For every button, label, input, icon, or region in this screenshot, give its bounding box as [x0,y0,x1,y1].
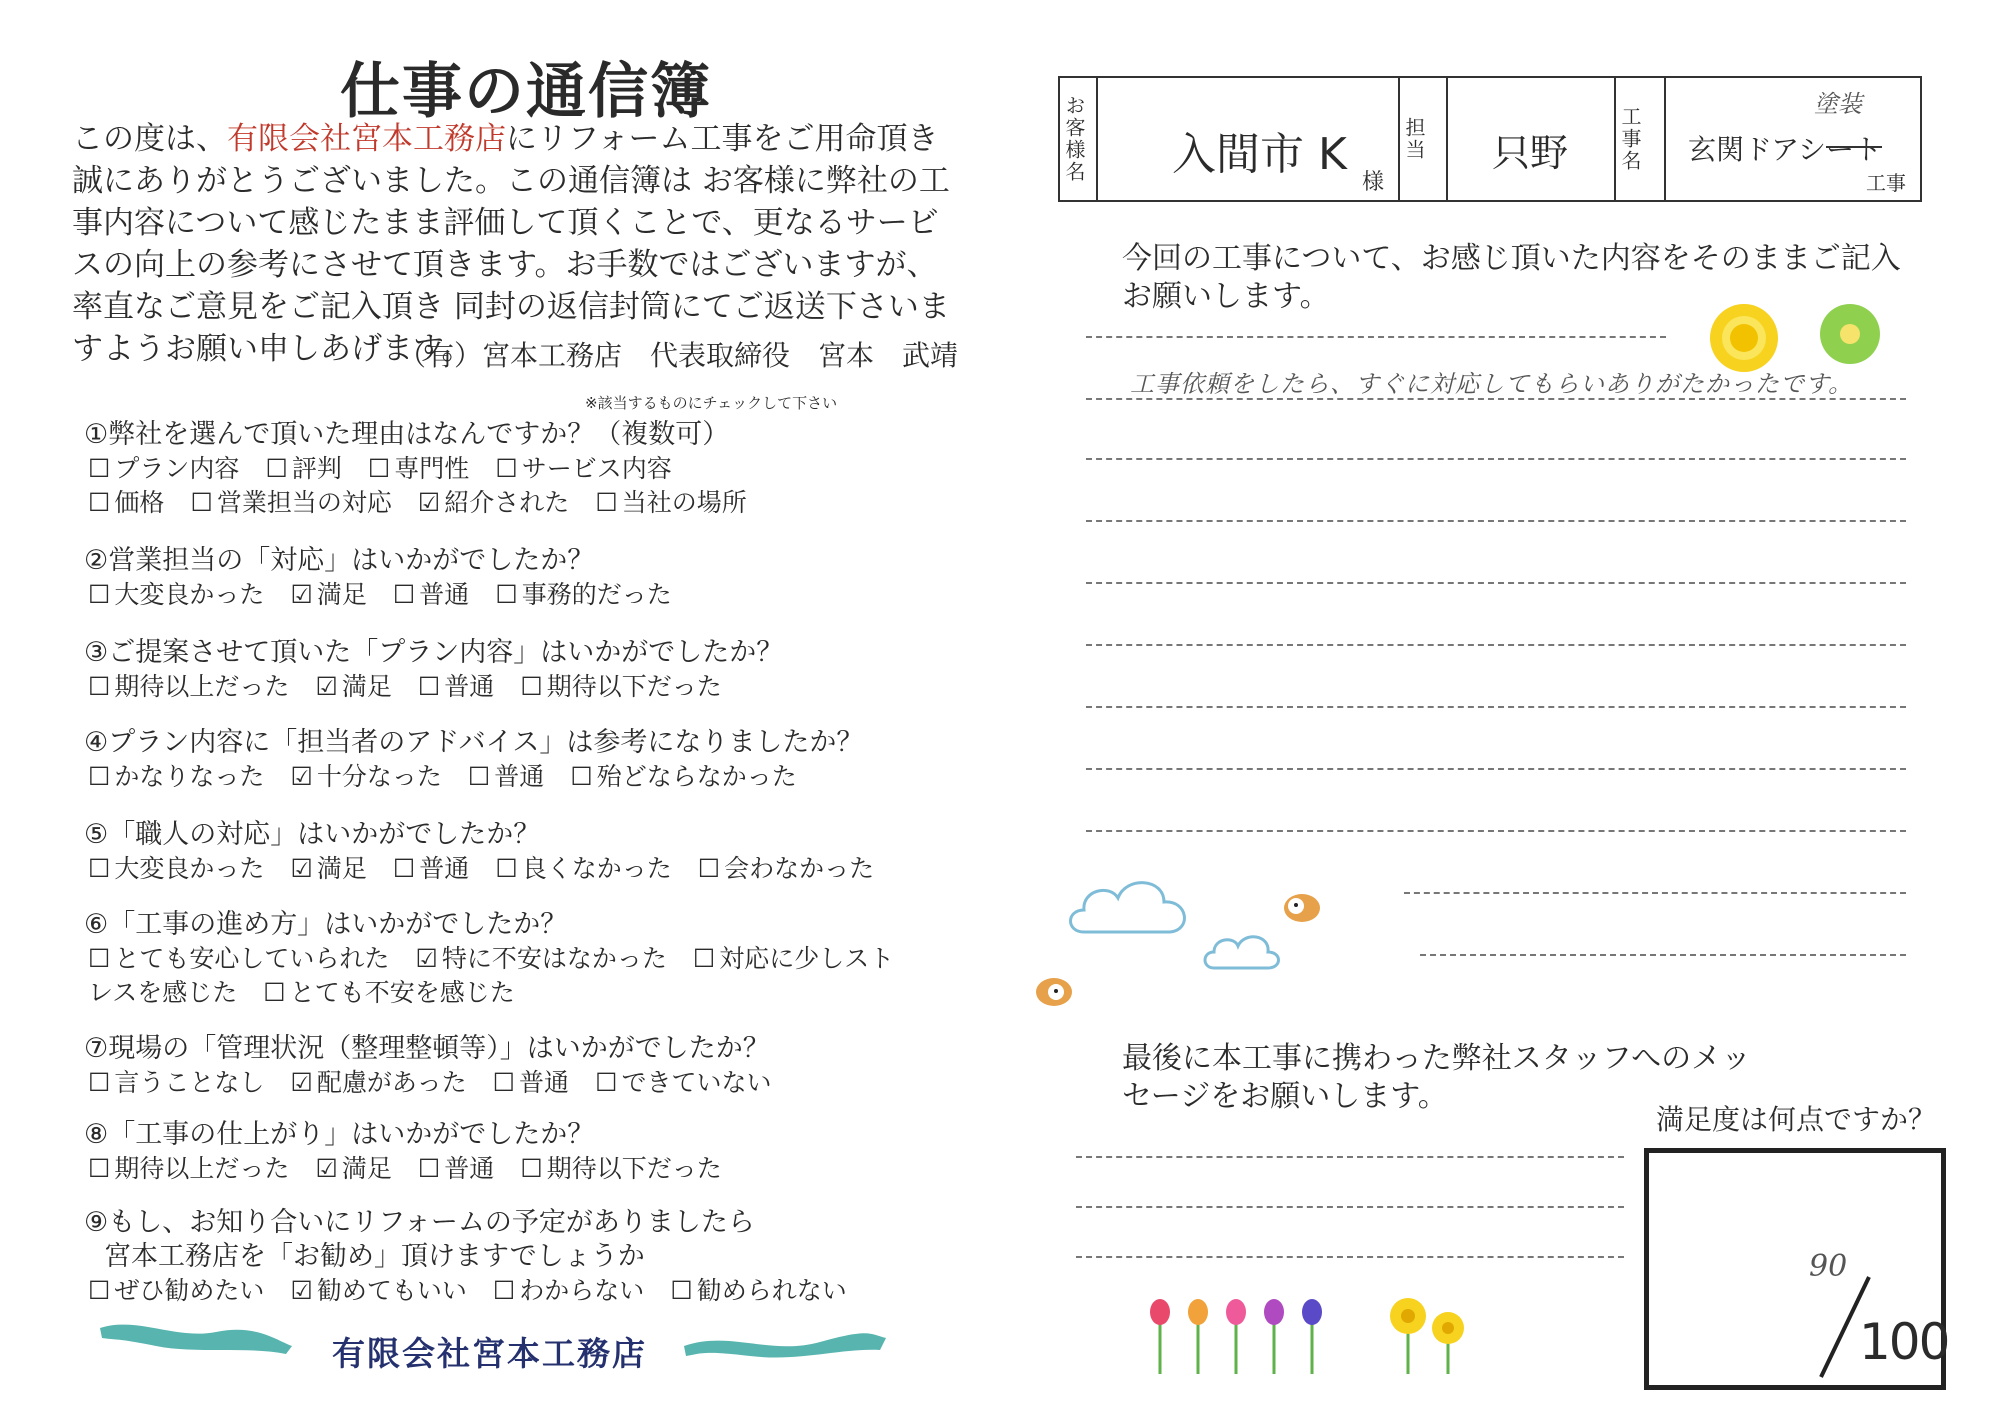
option-label: 勧められない [696,1276,847,1305]
comment-line [1420,954,1906,956]
question-1 [84,418,773,520]
checked-box-icon[interactable]: ☑ [415,944,438,973]
signature: （有）宮本工務店 代表取締役 宮本 武靖 [398,339,959,372]
option[interactable] [520,1154,721,1183]
header-table [1058,76,1922,202]
option[interactable] [88,1154,289,1183]
customer-label-cell [1060,78,1098,200]
checkbox-icon[interactable]: ☐ [88,944,111,973]
company-name: 有限会社宮本工務店 [227,121,506,157]
option[interactable] [88,488,164,517]
work-label-cell [1616,78,1666,200]
option-label: 対応に少しスト [719,944,895,973]
option[interactable] [418,672,494,701]
question-5 [84,818,900,886]
checkbox-icon[interactable]: ☐ [88,580,111,609]
checkbox-icon[interactable]: ☐ [88,1154,111,1183]
option-label: サービス内容 [521,454,672,483]
checkbox-icon[interactable]: ☐ [190,488,213,517]
option[interactable] [698,854,874,883]
work-correction: 塗装 [1814,90,1862,118]
intro-after: にリフォーム工事をご用命頂き誠にありがとうございました。この通信簿は お客様に弊社の工事内容について感じたまま評価して頂くことで、更なるサービスの向上の参考にさせて頂きます。お手数ではございますが、率直なご意見をご記入頂き 同封の返信封筒にてご返送下さいますようお願い申しあげます。 [72,121,950,367]
option[interactable] [315,672,391,701]
option-label: 十分なった [316,762,442,791]
staff-label-cell [1400,78,1448,200]
option-label: 専門性 [394,454,470,483]
option[interactable] [88,454,239,483]
question-6 [84,908,920,1010]
checkbox-icon[interactable]: ☐ [417,672,441,701]
option[interactable] [263,978,514,1007]
option-label: わからない [519,1276,645,1305]
option-label: 事務的だった [521,580,672,609]
checkbox-icon[interactable]: ☐ [88,854,111,883]
question-text: ⑦現場の「管理状況（整理整頓等）」はいかがでしたか？ [84,1033,770,1064]
option-label: 普通 [444,672,495,701]
small-cloud-icon [1202,926,1282,976]
checkbox-icon[interactable]: ☐ [467,762,491,791]
option[interactable] [290,1068,466,1097]
checked-box-icon[interactable]: ☑ [290,1068,313,1097]
option[interactable] [418,488,569,517]
option[interactable] [670,1276,846,1305]
checkbox-icon[interactable]: ☐ [392,854,416,883]
option-label: 期待以上だった [114,1154,290,1183]
option-label: 普通 [444,1154,495,1183]
option[interactable] [88,944,389,973]
option-label: 当社の場所 [621,488,747,517]
question-text: ①弊社を選んで頂いた理由はなんですか？（複数可） [84,419,730,450]
option[interactable] [495,454,671,483]
option[interactable] [595,488,746,517]
option-label: とても不安を感じた [289,978,515,1007]
staff-name-cell [1448,78,1616,200]
checked-box-icon[interactable]: ☑ [290,854,313,883]
checkbox-icon[interactable]: ☐ [692,944,716,973]
question-text: ④プラン内容に「担当者のアドバイス」は参考になりましたか？ [84,727,864,758]
option-label: 普通 [519,1068,570,1097]
option[interactable] [418,1154,494,1183]
question-text: ⑥「工事の進め方」はいかがでしたか？ [84,909,568,940]
tulips-icon [1140,1296,1340,1376]
check-note: ※該当するものにチェックして下さい [585,394,838,412]
score-box [1644,1148,1949,1390]
checked-box-icon[interactable]: ☑ [315,1154,338,1183]
option[interactable] [520,672,721,701]
option[interactable] [415,944,666,973]
option-label: 言うことなし [114,1068,265,1097]
option-label: 良くなかった [521,854,672,883]
question-text: ③ご提案させて頂いた「プラン内容」はいかがでしたか？ [84,637,784,668]
option[interactable] [495,854,671,883]
message-line [1076,1256,1624,1258]
customer-name-cell [1098,78,1400,200]
option[interactable] [88,978,237,1007]
option[interactable] [88,762,264,791]
question-3 [84,636,783,704]
option[interactable] [290,580,366,609]
work-name-cell [1666,78,1920,200]
question-text: ⑤「職人の対応」はいかがでしたか？ [84,819,541,850]
checked-box-icon[interactable]: ☑ [290,580,313,609]
sparrow-icon [1026,968,1082,1012]
option-label: レスを感じた [88,978,238,1007]
option-row [84,486,773,520]
comment-line [1086,830,1906,832]
option-row [84,1066,798,1100]
option-label: 会わなかった [724,854,875,883]
left-brush-stroke [96,1310,296,1360]
option[interactable] [290,854,366,883]
option[interactable] [368,454,469,483]
option-row [84,578,698,612]
checkbox-icon[interactable]: ☐ [265,454,288,483]
option[interactable] [88,580,264,609]
option-label: 評判 [291,454,342,483]
checkbox-icon[interactable]: ☐ [495,854,518,883]
question-4 [84,726,863,794]
checkbox-icon[interactable]: ☐ [520,1154,543,1183]
question-text: ②営業担当の「対応」はいかがでしたか？ [84,545,595,576]
customer-name: 入間市 K [1172,129,1347,180]
option[interactable] [290,762,441,791]
option[interactable] [393,854,469,883]
checkbox-icon[interactable]: ☐ [88,672,111,701]
comment-line [1086,582,1906,584]
comment-line [1086,336,1666,338]
option-label: 期待以下だった [546,672,722,701]
strikethrough-line [1826,146,1882,148]
option-label: 普通 [494,762,545,791]
checkbox-icon[interactable]: ☐ [263,978,286,1007]
work-suffix: 工事 [1866,171,1906,195]
checkbox-icon[interactable]: ☐ [595,488,618,517]
option-row [84,852,900,886]
option-row [84,670,783,704]
option[interactable] [493,1068,569,1097]
checkbox-icon[interactable]: ☐ [520,672,543,701]
option-label: 満足 [341,672,392,701]
option-row [84,1274,873,1308]
checkbox-icon[interactable]: ☐ [570,762,593,791]
option[interactable] [290,1276,466,1305]
comment-line [1086,458,1906,460]
customer-label: お客様名 [1062,95,1086,183]
score-label: 満足度は何点ですか？ [1656,1103,1937,1136]
comment-line [1086,768,1906,770]
comment-prompt: 今回の工事について、お感じ頂いた内容をそのままご記入お願いします。 [1122,241,1901,314]
checkbox-icon[interactable]: ☐ [495,454,518,483]
option[interactable] [570,762,796,791]
checked-box-icon[interactable]: ☑ [417,488,441,517]
option[interactable] [468,762,544,791]
score-value: 90 [1809,1249,1848,1284]
option-row [84,1152,748,1186]
message-prompt: 最後に本工事に携わった弊社スタッフへのメッセージをお願いします。 [1122,1041,1752,1114]
work-name: 玄関ドアシート [1688,133,1883,166]
option[interactable] [88,854,264,883]
question-2 [84,544,698,612]
comment-line [1404,892,1906,894]
option-label: 満足 [316,580,367,609]
checked-box-icon[interactable]: ☑ [315,672,338,701]
option-label: 期待以上だった [114,672,290,701]
question-8 [84,1118,748,1186]
option-label: 大変良かった [114,580,265,609]
option-label: 期待以下だった [546,1154,722,1183]
comment-line [1086,706,1906,708]
option-label: 満足 [316,854,367,883]
green-flower-icon [1816,300,1884,368]
checkbox-icon[interactable]: ☐ [367,454,391,483]
option-label: できていない [621,1068,772,1097]
checkbox-icon[interactable]: ☐ [495,580,518,609]
comment-line [1086,520,1906,522]
checked-box-icon[interactable]: ☑ [290,762,313,791]
message-line [1076,1206,1624,1208]
intro-text [72,118,952,370]
option-label: 大変良かった [114,854,265,883]
checkbox-icon[interactable]: ☐ [595,1068,618,1097]
checkbox-icon[interactable]: ☐ [492,1276,516,1305]
staff-label: 担当 [1402,117,1426,161]
option-label: 普通 [419,580,470,609]
checkbox-icon[interactable]: ☐ [88,454,111,483]
option-label: 普通 [419,854,470,883]
question-text-line2: 宮本工務店を「お勧め」頂けますでしょうか [104,1241,645,1272]
checkbox-icon[interactable]: ☐ [88,488,111,517]
option[interactable] [393,580,469,609]
option-label: とても安心していられた [114,944,390,973]
option-label: 営業担当の対応 [216,488,392,517]
option-label: 勧めてもいい [316,1276,467,1305]
question-9 [84,1206,873,1308]
intro-before: この度は、 [72,121,227,157]
checkbox-icon[interactable]: ☐ [88,1068,111,1097]
comment-text: 工事依頼をしたら、すぐに対応してもらいありがたかったです。 [1130,370,1854,398]
sparrow-icon [1276,884,1332,928]
option[interactable] [88,1068,264,1097]
option[interactable] [693,944,894,973]
work-label: 工事名 [1618,106,1642,172]
option[interactable] [88,672,289,701]
option-row [84,452,773,486]
score-max: 100 [1859,1313,1949,1371]
option-label: 殆どならなかった [596,762,797,791]
footer-company: 有限会社宮本工務店 [332,1334,647,1373]
option[interactable] [88,1276,264,1305]
option-label: 価格 [114,488,165,517]
option[interactable] [493,1276,644,1305]
checkbox-icon[interactable]: ☐ [697,854,721,883]
option[interactable] [265,454,341,483]
option-row [84,976,920,1010]
staff-name: 只野 [1492,131,1569,175]
cloud-icon [1064,870,1194,942]
checkbox-icon[interactable]: ☐ [492,1068,516,1097]
option-label: 満足 [341,1154,392,1183]
sunflowers-icon [1386,1290,1472,1376]
option-label: 配慮があった [316,1068,467,1097]
checked-box-icon[interactable]: ☑ [290,1276,313,1305]
option-label: ぜひ勧めたい [114,1276,265,1305]
comment-line [1086,398,1906,400]
option-label: プラン内容 [114,454,240,483]
question-7 [84,1032,798,1100]
option-label: かなりなった [114,762,265,791]
checkbox-icon[interactable]: ☐ [88,1276,111,1305]
checkbox-icon[interactable]: ☐ [417,1154,441,1183]
right-brush-stroke [680,1320,890,1370]
comment-line [1086,644,1906,646]
checkbox-icon[interactable]: ☐ [88,762,111,791]
option-row [84,942,920,976]
question-text: ⑨もし、お知り合いにリフォームの予定がありましたら [84,1207,755,1238]
question-text: ⑧「工事の仕上がり」はいかがでしたか？ [84,1119,595,1150]
option[interactable] [595,1068,771,1097]
checkbox-icon[interactable]: ☐ [670,1276,693,1305]
option-row [84,760,863,794]
page-title: 仕事の通信簿 [340,57,712,127]
message-line [1076,1156,1624,1158]
option[interactable] [190,488,391,517]
option-label: 紹介された [444,488,570,517]
option-label: 特に不安はなかった [441,944,667,973]
checkbox-icon[interactable]: ☐ [392,580,416,609]
sama-suffix: 様 [1361,170,1384,195]
option[interactable] [495,580,671,609]
option[interactable] [315,1154,391,1183]
